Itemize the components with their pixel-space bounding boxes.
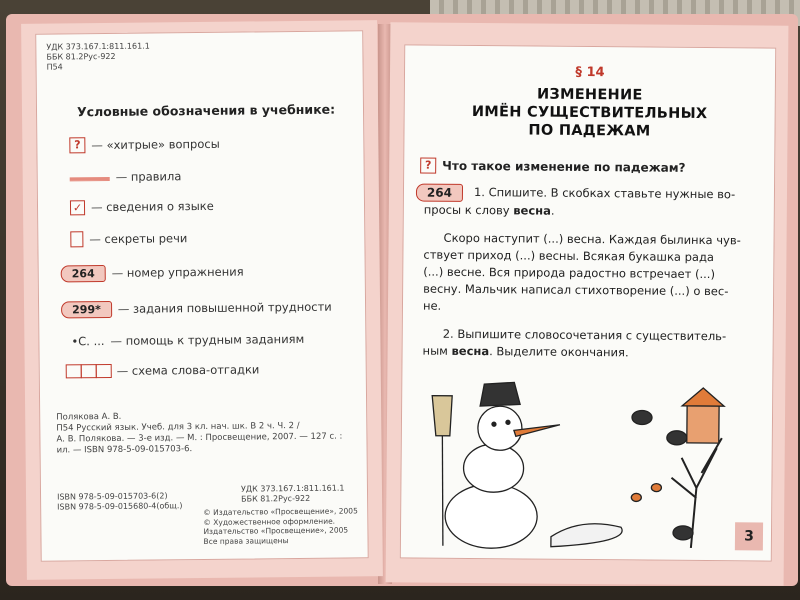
bbk-line: ББК 81.2Рус-922 [241,493,311,504]
snowman-eye [506,420,510,424]
small-bird [631,493,641,501]
birdhouse-roof [682,388,724,406]
imprint-code: П54 [46,62,63,72]
bucket-hat [480,382,520,406]
exercise-number-badge: 264 [61,265,106,282]
task2-line2 [423,343,629,361]
snowman-middle [463,444,523,493]
check-icon: ✓ [70,200,85,215]
copyright-line: © Художественное оформление. [203,516,336,527]
exercise-text-line: (...) весне. Вся природа радостно встречает (...) [423,264,716,282]
open-textbook [6,14,798,586]
secret-icon [70,231,83,247]
legend-row-scheme [66,360,260,380]
snowman-head [478,406,522,450]
exercise-number-badge: 264 [416,184,463,202]
hard-exercise-badge: 299* [61,300,112,318]
isbn-line: ISBN 978-5-09-015680-4(общ.) [57,501,183,512]
legend-label: — номер упражнения [111,264,244,280]
imprint-block [46,42,150,73]
lesson-question [420,158,685,176]
title-line-2: ИМЁН СУЩЕСТВИТЕЛЬНЫХ [471,103,708,123]
udk-bottom [241,484,345,505]
title-line-1: ИЗМЕНЕНИЕ [536,86,643,104]
snowman-eye [492,422,496,426]
word-scheme-icon [66,364,111,378]
left-page [21,20,383,580]
keyword-vesna: весна [513,203,551,218]
copyright-block [203,506,373,546]
copyright-line: © Издательство «Просвещение», 2005 [203,506,358,517]
legend-row-exercise [61,263,244,283]
task1-end: . [550,203,555,218]
task2-end: . Выделите окончания. [489,344,629,360]
broom-head [432,396,452,436]
page-number: 3 [735,522,763,550]
legend-row-secrets [70,229,187,248]
legend-row-rules [70,167,182,186]
snow-mound [551,523,622,547]
question-text: Что такое изменение по падежам? [442,158,686,175]
snowman-illustration [421,376,768,554]
isbn-line: ISBN 978-5-09-015703-6(2) [57,491,168,502]
legend-row-hard [61,298,332,319]
small-bird [651,484,661,492]
title-line-3: ПО ПАДЕЖАМ [528,122,651,140]
legend-label: — правила [115,169,182,184]
exercise-text-line: не. [422,298,442,313]
legend-label: — «хитрые» вопросы [91,136,220,153]
legend-label: — сведения о языке [90,198,214,215]
left-page-panel [35,30,369,561]
legend-row-questions [69,135,220,155]
copyright-line: Издательство «Просвещение», 2005 [203,525,349,536]
catalog-line: ил. — ISBN 978-5-09-015703-6. [56,444,193,456]
legend-label: — задания повышенной трудности [117,299,332,316]
exercise-text-line: ствует приход (...) весны. Всякая букашка рада [423,247,715,265]
legend-label: — помощь к трудным заданиям [110,331,305,348]
legend-title: Условные обозначения в учебнике: [76,101,336,120]
right-page-panel [400,44,776,561]
bird [673,526,693,540]
isbn-block [57,491,183,512]
bird [632,410,652,424]
hint-mark: •С. ... [71,334,105,349]
task1-line1: 1. Спишите. В скобках ставьте нужные во- [473,185,736,202]
snowman-bottom [445,484,538,549]
task2-line1: 2. Выпишите словосочетания с существитель- [442,326,727,344]
right-page [386,22,789,585]
udk-line: УДК 373.167.1:811.161.1 [240,483,345,494]
keyword-vesna: весна [451,343,490,359]
question-icon: ? [420,158,436,174]
task1-text: просы к слову [423,202,514,218]
task2-text: ным [422,343,452,358]
catalog-record [56,409,356,456]
legend-label: — секреты речи [89,231,188,247]
catalog-line: П54 Русский язык. Учеб. для 3 кл. нач. шк. В 2 ч. Ч. 2 / [56,420,300,434]
bird [667,431,687,445]
legend-row-language [70,197,214,217]
birdhouse [687,403,719,443]
legend-row-help [71,330,304,350]
section-number: § 14 [575,64,605,81]
catalog-line: А. В. Полякова. — 3-е изд. — М. : Просвещение, 2007. — 127 с. : [56,431,343,445]
legend-label: — схема слова-отгадки [116,362,260,378]
imprint-udk: УДК 373.167.1:811.161.1 [46,41,150,52]
imprint-bbk: ББК 81.2Рус-922 [46,51,116,62]
rule-line-icon [70,177,110,181]
exercise-text-line: весну. Мальчик написал стихотворение (...) о вес- [423,281,729,299]
task1-line2 [424,202,555,219]
copyright-line: Все права защищены [203,535,289,546]
catalog-author: Полякова А. В. [56,411,122,423]
question-icon: ? [69,137,85,153]
exercise-text-line: Скоро наступит (...) весна. Каждая былинка чув- [443,230,741,248]
